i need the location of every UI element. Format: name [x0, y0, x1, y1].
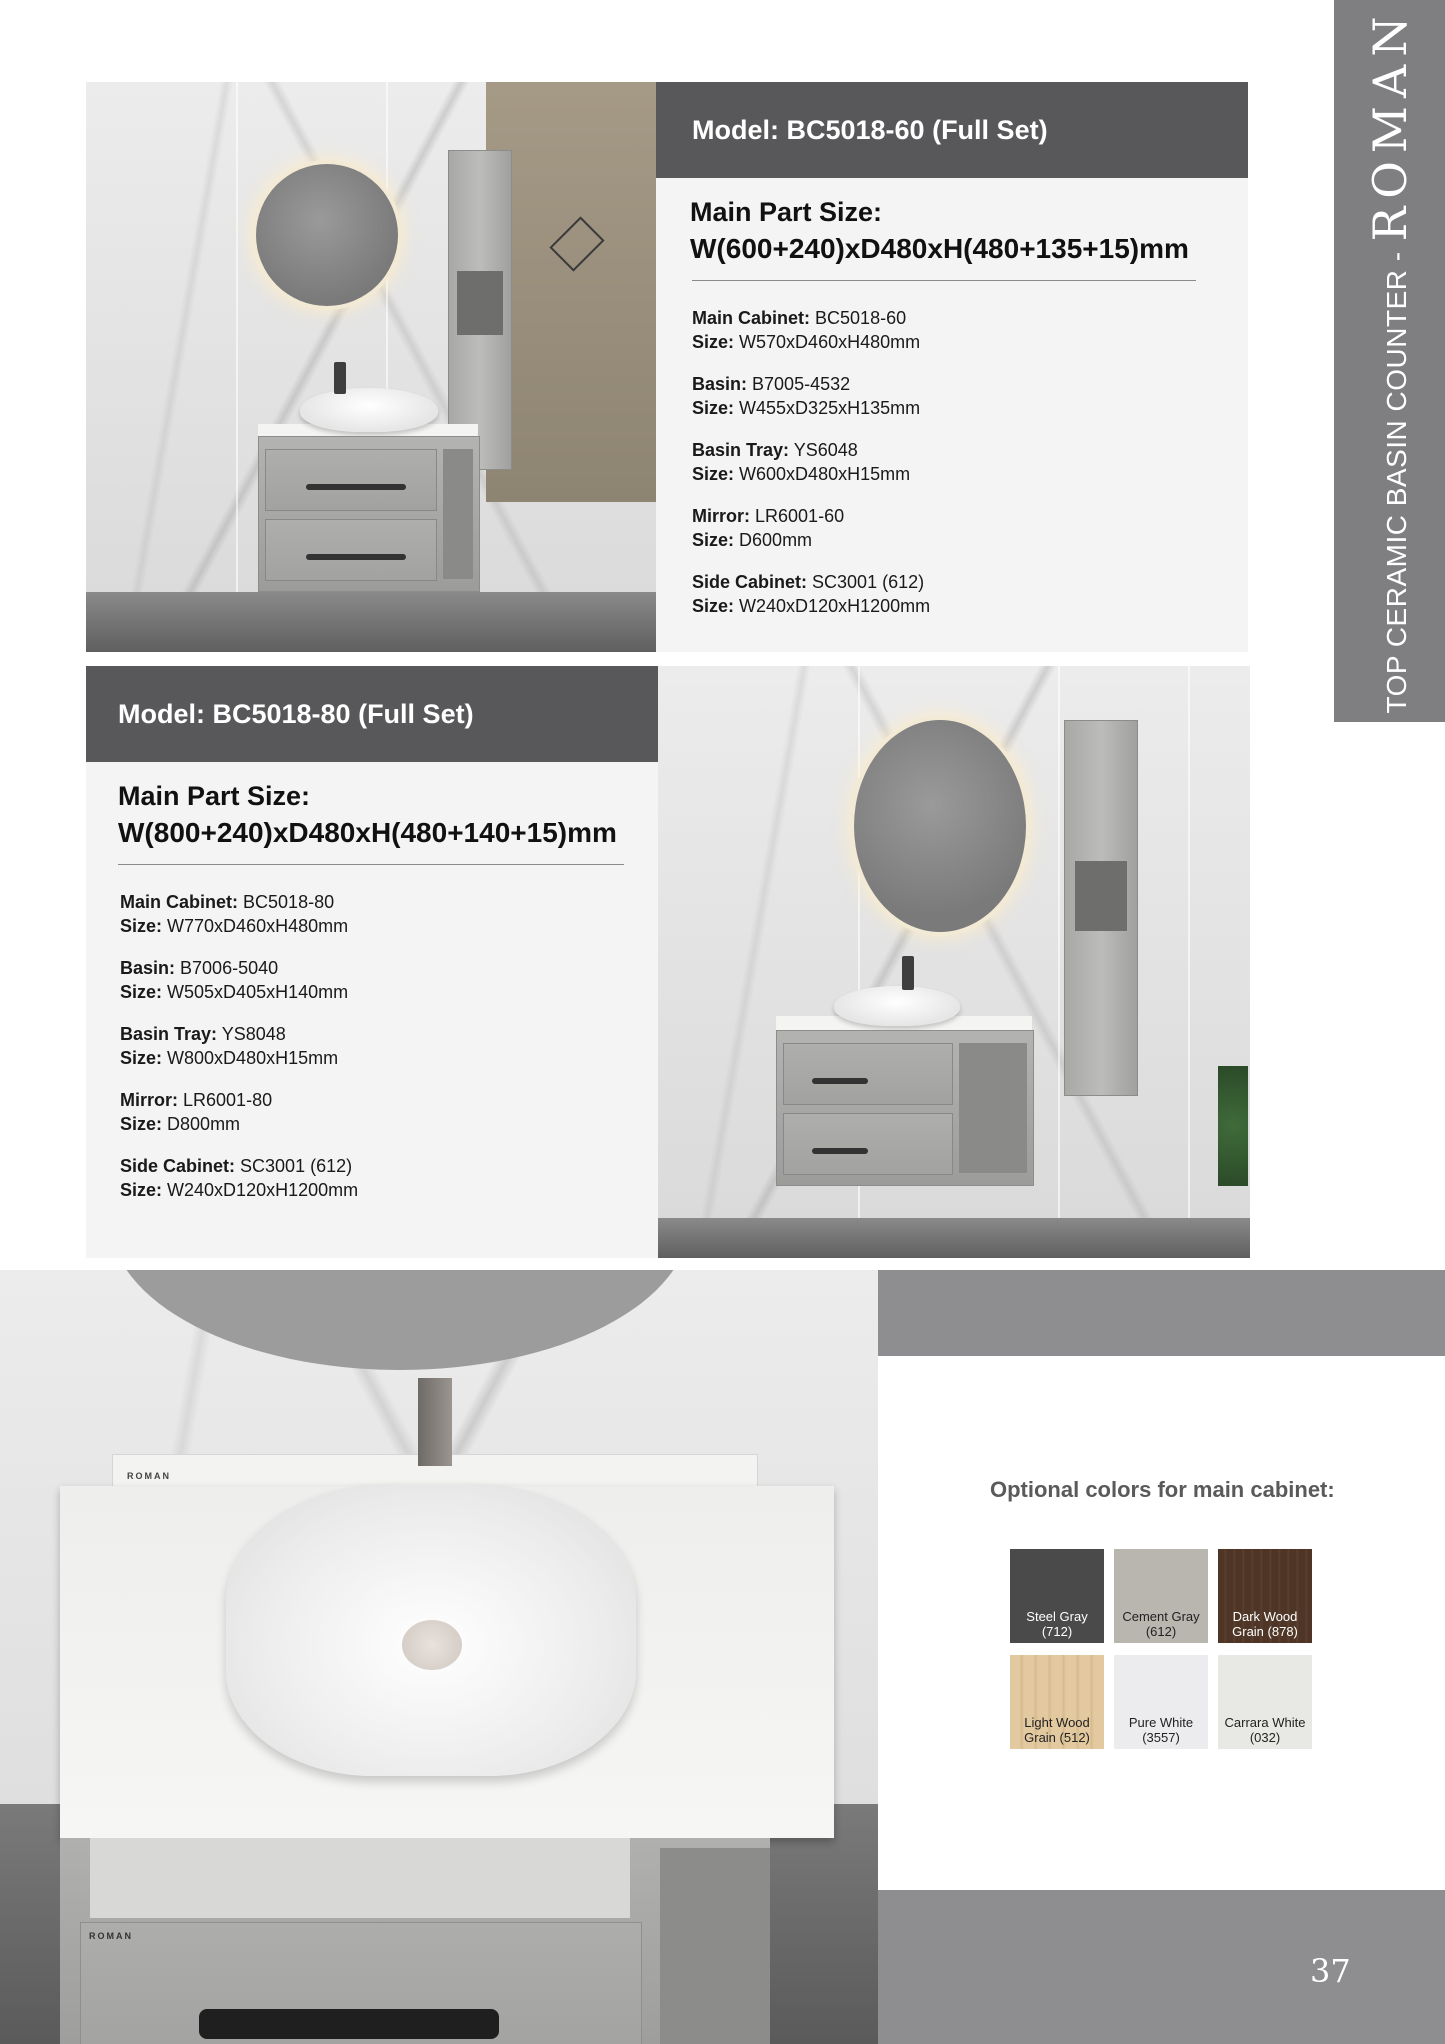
swatch-light-wood: [1010, 1655, 1104, 1749]
vessel-basin: [834, 986, 960, 1026]
tall-side-cabinet: [1064, 720, 1138, 1096]
set2-spec-list: [120, 890, 358, 1202]
bottom-grey-band: [878, 1270, 1445, 1356]
spec-label: Main Cabinet:: [120, 892, 239, 912]
swatch-dark-wood: [1218, 1549, 1312, 1643]
spec-label: Basin:: [120, 958, 176, 978]
set2-main-part-size: [118, 778, 617, 852]
swatch-cement-gray: [1114, 1549, 1208, 1643]
vessel-basin: [300, 388, 438, 432]
round-led-mirror: [256, 164, 398, 306]
spec-size-label: Size:: [692, 332, 735, 352]
spec-size-label: Size:: [120, 916, 163, 936]
spec-size-label: Size:: [692, 464, 735, 484]
spec-label: Mirror:: [692, 506, 750, 526]
spec-size-label: Size:: [692, 530, 735, 550]
divider: [118, 864, 624, 865]
floor: [658, 1218, 1250, 1258]
spec-value: LR6001-80: [183, 1090, 273, 1110]
spec-size: W240xD120xH1200mm: [739, 596, 931, 616]
basin-closeup-photo: [0, 1270, 878, 2044]
mirror-edge: [110, 1270, 690, 1370]
spec-label: Side Cabinet:: [692, 572, 808, 592]
spec-size-label: Size:: [120, 1114, 163, 1134]
spec-value: B7005-4532: [752, 374, 851, 394]
plant: [1218, 1066, 1248, 1186]
spec-size: W455xD325xH135mm: [739, 398, 921, 418]
set1-product-photo: [86, 82, 656, 652]
side-tab-subtitle: TOP CERAMIC BASIN COUNTER -: [1380, 251, 1412, 714]
page-number: 37: [1310, 1952, 1351, 1990]
floor: [86, 592, 656, 652]
spec-label: Basin Tray:: [692, 440, 790, 460]
wall-hung-cabinet: [258, 436, 480, 592]
drawer-logo: ROMAN: [89, 1931, 133, 1941]
open-drawer-contents: [90, 1838, 630, 1918]
faucet: [334, 362, 346, 394]
spec-size: W600xD480xH15mm: [739, 464, 911, 484]
set2-product-photo: [658, 666, 1250, 1258]
spec-size-label: Size:: [692, 398, 735, 418]
side-tab-text: [1363, 9, 1417, 714]
drain: [402, 1620, 462, 1670]
spec-label: Basin:: [692, 374, 748, 394]
spec-value: SC3001 (612): [812, 572, 925, 592]
swatch-label: Steel Gray (712): [1026, 1609, 1088, 1639]
set1-spec-list: [692, 306, 930, 618]
spec-size: W770xD460xH480mm: [167, 916, 349, 936]
spec-size-label: Size:: [120, 982, 163, 1002]
swatch-label: Cement Gray (612): [1122, 1609, 1200, 1639]
tall-side-cabinet: [448, 150, 512, 470]
main-part-label: Main Part Size:: [690, 197, 883, 227]
brand-name: ROMAN: [1362, 8, 1417, 242]
wall-hung-cabinet: [776, 1030, 1034, 1186]
drawer-cabinet: [60, 1838, 770, 2044]
spec-value: BC5018-60: [815, 308, 907, 328]
swatch-pure-white: [1114, 1655, 1208, 1749]
spec-size-label: Size:: [120, 1180, 163, 1200]
divider: [692, 280, 1196, 281]
drawer-front: [80, 1922, 642, 2044]
spec-size: W800xD480xH15mm: [167, 1048, 339, 1068]
spec-value: SC3001 (612): [240, 1156, 353, 1176]
color-options-title: Optional colors for main cabinet:: [990, 1477, 1335, 1502]
main-part-dimensions: W(800+240)xD480xH(480+140+15)mm: [118, 817, 617, 848]
counter-logo: ROMAN: [127, 1471, 171, 1481]
swatch-label: Light Wood Grain (512): [1024, 1715, 1090, 1745]
spec-size-label: Size:: [120, 1048, 163, 1068]
spec-size-label: Size:: [692, 596, 735, 616]
spec-value: YS6048: [793, 440, 858, 460]
side-category-tab: [1334, 0, 1445, 722]
main-part-label: Main Part Size:: [118, 781, 311, 811]
spec-label: Mirror:: [120, 1090, 178, 1110]
drawer-handle: [199, 2009, 499, 2039]
spec-value: B7006-5040: [180, 958, 279, 978]
set2-model-header: Model: BC5018-80 (Full Set): [86, 666, 658, 762]
round-led-mirror: [854, 720, 1026, 932]
faucet: [418, 1378, 452, 1466]
spec-label: Basin Tray:: [120, 1024, 218, 1044]
spec-size: D600mm: [739, 530, 813, 550]
spec-value: LR6001-60: [755, 506, 845, 526]
set1-model-header: Model: BC5018-60 (Full Set): [656, 82, 1248, 178]
spec-label: Main Cabinet:: [692, 308, 811, 328]
swatch-label: Carrara White (032): [1224, 1715, 1306, 1745]
ceramic-basin: [226, 1484, 636, 1776]
spec-value: BC5018-80: [243, 892, 335, 912]
spec-label: Side Cabinet:: [120, 1156, 236, 1176]
spec-size: W505xD405xH140mm: [167, 982, 349, 1002]
swatch-steel-gray: [1010, 1549, 1104, 1643]
spec-value: YS8048: [221, 1024, 286, 1044]
swatch-label: Dark Wood Grain (878): [1232, 1609, 1298, 1639]
spec-size: D800mm: [167, 1114, 241, 1134]
bottom-grey-footer: [878, 1890, 1445, 2044]
spec-size: W240xD120xH1200mm: [167, 1180, 359, 1200]
swatch-carrara-white: [1218, 1655, 1312, 1749]
faucet: [902, 956, 914, 990]
open-shelf: [660, 1848, 770, 2044]
spec-size: W570xD460xH480mm: [739, 332, 921, 352]
swatch-label: Pure White (3557): [1128, 1715, 1194, 1745]
set1-main-part-size: [690, 194, 1189, 268]
main-part-dimensions: W(600+240)xD480xH(480+135+15)mm: [690, 233, 1189, 264]
